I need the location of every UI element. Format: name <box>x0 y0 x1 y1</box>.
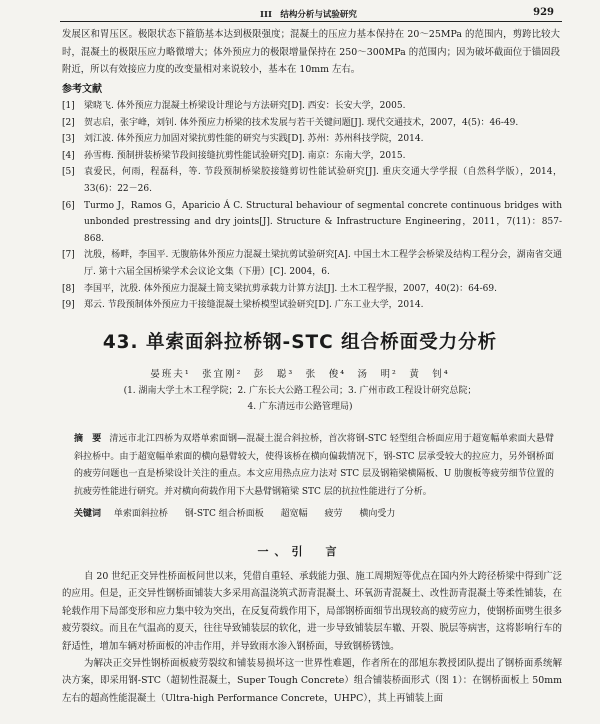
affiliation-line: (1. 湖南大学土木工程学院；2. 广东长大公路工程公司；3. 广州市政工程设计研究总院； <box>123 386 477 396</box>
intro-paragraph: 发展区和胃压区。极限状态下箍筋基本达到极限强度；混凝土的压应力基本保持在 20～25MPa 的范围内，剪跨比较大时，混凝土的极限压应力略微增大；体外预应力的极限增量保持在 250～300MPa 的范围内；因为破坏截面位于锚固段附近，所以有效接应力度的改变量相对来说较小，基本在 10mm 左右。 <box>62 29 560 75</box>
chapter-title: III 结构分析与试验研究 <box>260 10 357 20</box>
running-head <box>60 7 562 22</box>
keyword: 横向受力 <box>359 509 396 519</box>
reference-item: [9] 郑云. 节段预制体外预应力干接缝混凝土梁桥模型试验研究[D]. 广东工业大学，2014. <box>62 300 424 311</box>
references-list <box>62 98 562 314</box>
affiliation-line: 4. 广东清远市公路管理局) <box>247 402 353 412</box>
keyword: 疲劳 <box>324 509 343 519</box>
reference-item: [5] 袁爱民，何雨，程磊科，等. 节段预制桥梁胶接缝剪切性能试验研究[J]. 重庆交通大学学报（自然科学版），2014，33(6)：22－26. <box>62 167 562 194</box>
reference-item: [7] 沈殷，杨畔，李国平. 无腹筋体外预应力混凝土梁抗剪试验研究[A]. 中国土木工程学会桥梁及结构工程分会，湖南省交通厅. 第十六届全国桥梁学术会议论文集（下册）[C]. 2004，6. <box>62 250 562 277</box>
keyword: 超宽幅 <box>280 509 308 519</box>
article-title: 43. 单索面斜拉桥钢-STC 组合桥面受力分析 <box>102 332 498 353</box>
keywords <box>74 506 409 519</box>
body-paragraph: 为解决正交异性钢桥面板疲劳裂纹和铺装易损坏这一世界性难题，作者所在的邵旭东教授团队提出了钢桥面系统解决方案，即采用钢-STC（超韧性混凝土，Super Tough Concrete）组合铺装桥面形式（图 1）：在钢桥面板上 50mm 左右的超高性能混凝土（Ultra-high Performance Concrete，UHPC），其上再铺装上面 <box>62 658 562 704</box>
abstract-label: 摘 要 <box>74 434 102 444</box>
affiliations <box>60 383 540 415</box>
keyword: 单索面斜拉桥 <box>113 509 168 519</box>
abstract <box>74 431 554 501</box>
reference-item: [2] 贺志启，张宇峰，刘钊. 体外预应力桥梁的技术发展与若干关键问题[J]. 现代交通技术，2007，4(5)：46-49. <box>62 117 519 128</box>
reference-item: [4] 孙雪梅. 预制拼装桥梁节段间接缝抗剪性能试验研究[D]. 南京：东南大学，2015. <box>62 150 406 161</box>
references-title: 参考文献 <box>62 84 102 95</box>
body-paragraph: 自 20 世纪正交异性桥面板问世以来，凭借自重轻、承载能力强、施工周期短等优点在国内外大跨径桥梁中得到广泛的应用。但是，正交异性钢桥面铺装大多采用高温浇筑式沥青混凝土、环氧沥青混凝土、改性沥青混凝土等柔性铺装，在轮载作用下局部变形和应力集中较为突出，在反复荷载作用下，局部钢桥面细节出现较高的疲劳应力，使钢桥面劈生很多疲劳裂纹。而且在气温高的夏天，往往导致铺装层的软化，进一步导致铺装层车辙、开裂、脱层等病害，这将影响行车的舒适性，增加车辆对桥面板的冲击作用，并导致雨水渗入钢桥面，导致钢桥锈蚀。 <box>62 571 562 652</box>
reference-item: [6] Turmo J，Ramos G，Aparicio Á C. Structural behaviour of segmental concrete continuous bridges with unbonded prestressing and dry joints[J]. Structure & Infrastructure Engineering，2011，7(11)：857-868. <box>62 200 562 244</box>
keywords-label: 关键词 <box>74 509 102 519</box>
reference-item: [3] 刘江波. 体外预应力加固对梁抗剪性能的研究与实践[D]. 苏州：苏州科技学院，2014. <box>62 134 424 145</box>
body-text <box>62 568 562 707</box>
keyword: 钢-STC 组合桥面板 <box>184 509 264 519</box>
reference-item: [1] 梁晓飞. 体外预应力混凝土桥梁设计理论与方法研究[D]. 西安：长安大学，2005. <box>62 101 406 111</box>
reference-item: [8] 李国平，沈殷. 体外预应力混凝土简支梁抗剪承载力计算方法[J]. 土木工程学报，2007，40(2)：64-69. <box>62 283 497 294</box>
abstract-text: 清远市北江四桥为双塔单索面钢—混凝土混合斜拉桥，首次将钢-STC 轻型组合桥面应用于超宽幅单索面大悬臂斜拉桥中。由于超宽幅单索面的横向悬臂较大，使得该桥在横向偏载情况下，钢-STC 层承受较大的拉应力，另外钢桥面的疲劳问题也一直是桥梁设计关注的重点。本文应用热点应力法对 STC 层及钢箱梁横隔板、U 肋腹板等疲劳细节位置的抗疲劳性能进行研究。并对横向荷载作用下大悬臂钢箱梁 STC 层的抗拉性能进行了分析。 <box>74 434 554 497</box>
page-number: 929 <box>533 7 554 18</box>
section-heading: 一、引 言 <box>257 545 343 558</box>
author-list: 晏班夫¹ 张宜刚² 彭 聪³ 张 俊⁴ 汤 明² 黄 钊⁴ <box>150 369 450 380</box>
